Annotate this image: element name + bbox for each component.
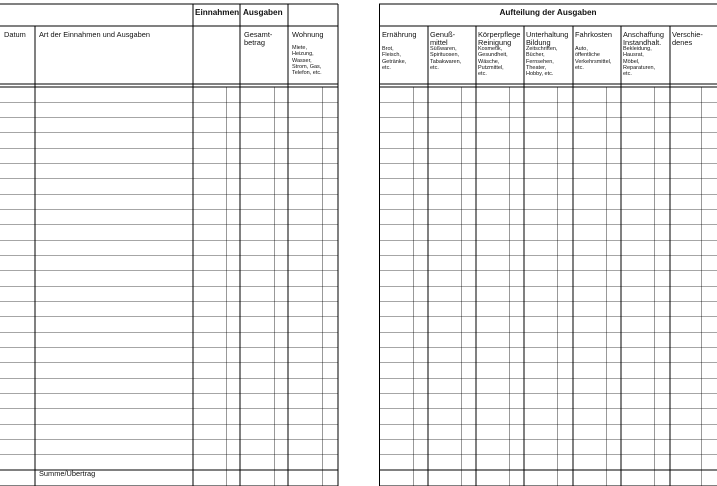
right-ledger-page	[379, 4, 717, 486]
category-header-5: Anschaffung Instandhalt.	[623, 30, 664, 47]
art-header: Art der Einnahmen und Ausgaben	[39, 30, 150, 39]
wohnung-header: Wohnung	[292, 30, 324, 39]
left-ledger-grid	[0, 4, 339, 486]
category-header-4: Fahrkosten	[575, 30, 612, 39]
gesamtbetrag-header: Gesamt- betrag	[244, 30, 273, 47]
left-ledger-page	[0, 4, 339, 486]
summe-uebertrag-label: Summe/Übertrag	[39, 469, 96, 478]
category-detail-2: Kosmetik, Gesundheit, Wäsche, Putzmittel, etc.	[478, 46, 508, 78]
category-header-0: Ernährung	[382, 30, 417, 39]
category-header-1: Genuß- mittel	[430, 30, 456, 47]
category-detail-0: Brot, Fleisch, Getränke, etc.	[382, 46, 407, 71]
category-header-2: Körperpflege Reinigung	[478, 30, 521, 47]
ausgaben-header: Ausgaben	[243, 8, 283, 17]
category-detail-4: Auto, öffentliche Verkehrsmittel, etc.	[575, 46, 612, 71]
wohnung-detail: Miete, Heizung, Wasser, Strom, Gas, Telefon, etc.	[292, 45, 322, 77]
einnahmen-header: Einnahmen	[195, 8, 240, 17]
category-detail-3: Zeitschriften, Bücher, Fernsehen, Theater, Hobby, etc.	[526, 46, 558, 78]
category-detail-5: Bekleidung, Hausrat, Möbel, Reparaturen, etc.	[623, 46, 656, 78]
aufteilung-title: Aufteilung der Ausgaben	[499, 8, 597, 17]
category-header-3: Unterhaltung Bildung	[526, 30, 569, 47]
datum-header: Datum	[4, 30, 26, 39]
category-header-6: Verschie- denes	[672, 30, 703, 47]
category-detail-1: Süßwaren, Spirituosen, Tabakwaren, etc.	[430, 46, 462, 71]
